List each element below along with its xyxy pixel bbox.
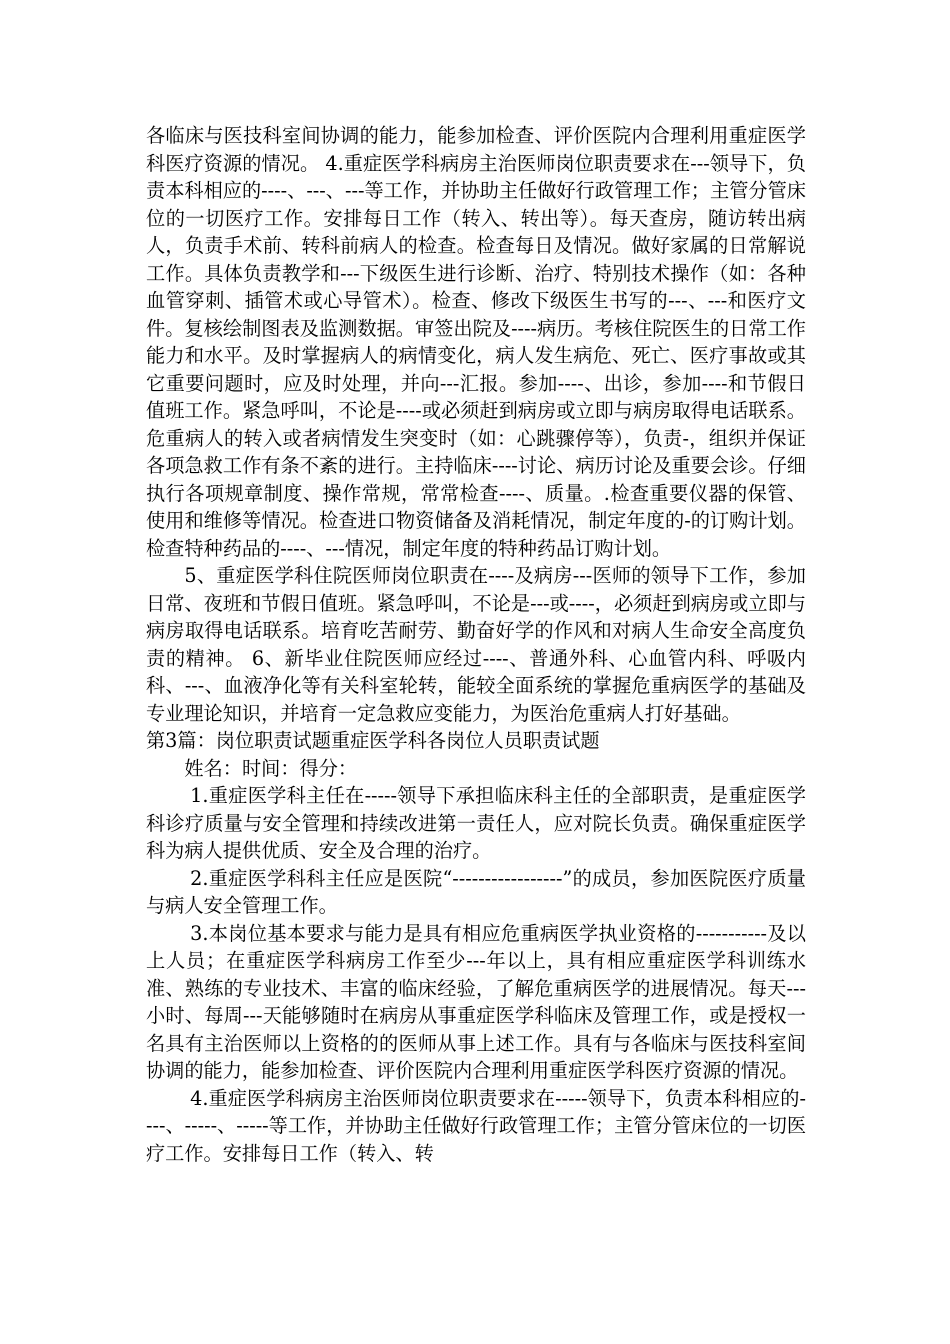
question-1: 1.重症医学科主任在-----领导下承担临床科主任的全部职责，是重症医学科诊疗质量与安全管理和持续改进第一责任人，应对院长负责。确保重症医学科为病人提供优质、安全及合理的治疗。 — [146, 784, 806, 862]
question-4: 4.重症医学科病房主治医师岗位职责要求在-----领导下，负责本科相应的----、-----、-----等工作，并协助主任做好行政管理工作；主管分管床位的一切医疗工作。安排每日工作（转入、转 — [146, 1086, 806, 1165]
section-heading: 第3篇：岗位职责试题重症医学科各岗位人员职责试题 — [146, 729, 600, 752]
paragraph-item-5-6: 5、重症医学科住院医师岗位职责在----及病房---医师的领导下工作，参加日常、夜班和节假日值班。紧急呼叫，不论是---或----，必须赶到病房或立即与病房取得电话联系。培育吃苦耐劳、勤奋好学的作风和对病人生命安全高度负责的精神。 6、新毕业住院医师应经过----、普通外科、心血管内科、呼吸内科、---、血液净化等有关科室轮转，能较全面系统的掌握危重病医学的基础及专业理论知识，并培育一定急救应变能力，为医治危重病人打好基础。 — [146, 564, 806, 725]
document-page — [146, 122, 806, 1167]
question-3: 3.本岗位基本要求与能力是具有相应危重病医学执业资格的-----------及以上人员；在重症医学科病房工作至少---年以上，具有相应重症医学科训练水准、熟练的专业技术、丰富的临床经验，了解危重病医学的进展情况。每天---小时、每周---天能够随时在病房从事重症医学科临床及管理工作，或是授权一名具有主治医师以上资格的的医师从事上述工作。具有与各临床与医技科室间协调的能力，能参加检查、评价医院内合理利用重症医学科医疗资源的情况。 — [146, 921, 806, 1082]
paragraph-continuation: 各临床与医技科室间协调的能力，能参加检查、评价医院内合理利用重症医学科医疗资源的情况。 4.重症医学科病房主治医师岗位职责要求在---领导下，负责本科相应的----、---、---等工作，并协助主任做好行政管理工作；主管分管床位的一切医疗工作。安排每日工作（转入、转出等）。每天查房，随访转出病人，负责手术前、转科前病人的检查。检查每日及情况。做好家属的日常解说工作。具体负责教学和---下级医生进行诊断、治疗、特别技术操作（如：各种血管穿刺、插管术或心导管术）。检查、修改下级医生书写的---、---和医疗文件。复核绘制图表及监测数据。审签出院及----病历。考核住院医生的日常工作能力和水平。及时掌握病人的病情变化，病人发生病危、死亡、医疗事故或其它重要问题时，应及时处理，并向---汇报。参加----、出诊，参加----和节假日值班工作。紧急呼叫，不论是----或必须赶到病房或立即与病房取得电话联系。危重病人的转入或者病情发生突变时（如：心跳骤停等），负责-，组织并保证各项急救工作有条不紊的进行。主持临床----讨论、病历讨论及重要会诊。仔细执行各项规章制度、操作常规，常常检查----、质量。.检查重要仪器的保管、使用和维修等情况。检查进口物资储备及消耗情况，制定年度的-的订购计划。检查特种药品的----、---情况，制定年度的特种药品订购计划。 — [146, 124, 806, 560]
question-2: 2.重症医学科科主任应是医院“-----------------”的成员，参加医院医疗质量与病人安全管理工作。 — [146, 866, 806, 917]
exam-info-line: 姓名：时间：得分： — [184, 756, 358, 780]
